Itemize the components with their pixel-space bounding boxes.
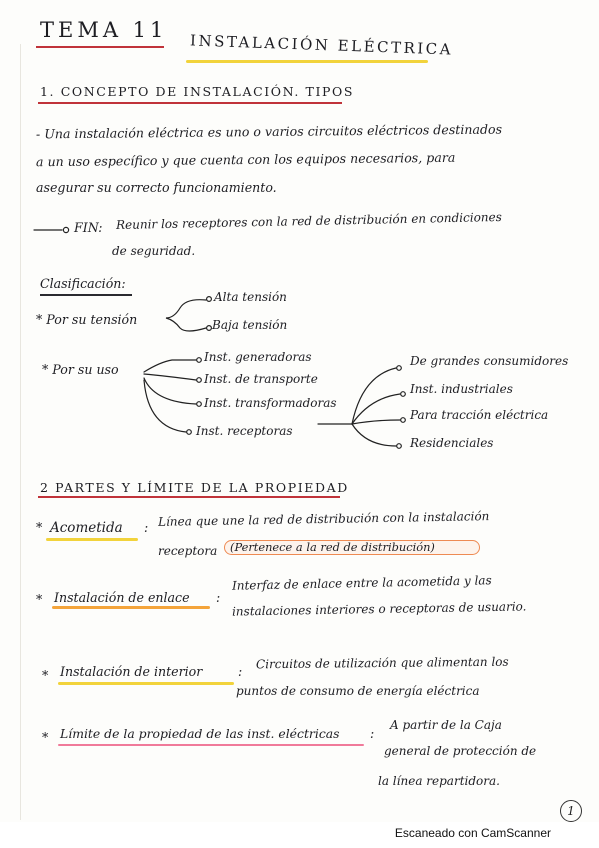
receptoras-residenciales: Residenciales xyxy=(410,436,494,450)
uso-transformadoras: Inst. transformadoras xyxy=(204,396,337,410)
uso-branch-transformadoras xyxy=(144,378,196,404)
interior-line-2: puntos de consumo de energía eléctrica xyxy=(236,684,480,698)
acometida-colon: : xyxy=(144,520,149,535)
page-number: 1 xyxy=(560,800,582,822)
limite-line-3: la línea repartidora. xyxy=(378,774,500,788)
interior-term: Instalación de interior xyxy=(60,664,203,679)
acometida-note: (Pertenece a la red de distribución) xyxy=(230,540,435,554)
subject-title: INSTALACIÓN ELÉCTRICA xyxy=(189,31,454,59)
receptoras-branch-3 xyxy=(352,420,400,424)
enlace-line-1: Interfaz de enlace entre la acometida y las xyxy=(231,573,492,593)
definition-line-1: - Una instalación eléctrica es uno o varios circuitos eléctricos destinados xyxy=(35,121,503,142)
clasificacion-label: Clasificación: xyxy=(40,276,126,291)
enlace-term: Instalación de enlace xyxy=(54,590,190,605)
receptoras-dot-4 xyxy=(397,444,402,449)
tension-alta: Alta tensión xyxy=(214,290,287,304)
tension-dot-alta xyxy=(207,297,212,302)
interior-bullet: * xyxy=(42,668,49,683)
receptoras-dot-3 xyxy=(401,418,406,423)
definition-line-3: asegurar su correcto funcionamiento. xyxy=(36,180,277,195)
uso-branch-transporte xyxy=(144,374,196,380)
receptoras-traccion: Para tracción eléctrica xyxy=(410,408,549,422)
uso-receptoras: Inst. receptoras xyxy=(196,424,293,438)
tema-title: TEMA 11 xyxy=(40,18,168,42)
acometida-line-2: receptora xyxy=(158,544,218,558)
uso-transporte: Inst. de transporte xyxy=(204,372,318,386)
uso-dot-3 xyxy=(197,402,202,407)
uso-generadoras: Inst. generadoras xyxy=(204,350,312,364)
acometida-bullet: * xyxy=(36,520,43,535)
enlace-colon: : xyxy=(216,590,221,605)
receptoras-branch-4 xyxy=(352,424,396,446)
fin-label: FIN: xyxy=(74,220,103,235)
fin-line-2: de seguridad. xyxy=(112,244,196,258)
section1-heading: 1. CONCEPTO DE INSTALACIÓN. TIPOS xyxy=(40,84,355,99)
enlace-line-2: instalaciones interiores o receptoras de usuario. xyxy=(231,599,527,619)
acometida-line-1: Línea que une la red de distribución con la instalación xyxy=(157,509,490,529)
scanner-footer: Escaneado con CamScanner xyxy=(394,826,551,840)
section2-heading: 2 PARTES Y LÍMITE DE LA PROPIEDAD xyxy=(40,480,349,495)
enlace-bullet: * xyxy=(36,592,43,607)
uso-dot-4 xyxy=(187,430,192,435)
limite-line-1: A partir de la Caja xyxy=(390,718,502,732)
por-uso-label: * Por su uso xyxy=(42,362,119,377)
fin-arrow-head xyxy=(63,227,68,232)
receptoras-grandes-consumidores: De grandes consumidores xyxy=(410,354,569,368)
receptoras-industriales: Inst. industriales xyxy=(410,382,513,396)
acometida-term: Acometida xyxy=(50,520,123,536)
limite-term: Límite de la propiedad de las inst. eléctricas xyxy=(60,726,340,741)
interior-colon: : xyxy=(238,664,243,679)
uso-dot-2 xyxy=(197,378,202,383)
receptoras-dot-2 xyxy=(401,392,406,397)
receptoras-dot-1 xyxy=(397,366,402,371)
uso-branch-generadoras xyxy=(144,360,196,372)
limite-bullet: * xyxy=(42,730,49,745)
interior-line-1: Circuitos de utilización que alimentan los xyxy=(255,654,509,672)
por-tension-label: * Por su tensión xyxy=(36,312,138,327)
limite-colon: : xyxy=(370,726,375,741)
limite-line-2: general de protección de xyxy=(384,744,537,758)
uso-dot-1 xyxy=(197,358,202,363)
tension-brace xyxy=(166,300,206,331)
definition-line-2: a un uso específico y que cuenta con los equipos necesarios, para xyxy=(35,149,456,170)
tension-dot-baja xyxy=(207,326,212,331)
fin-line-1: Reunir los receptores con la red de distribución en condiciones xyxy=(115,209,502,233)
tension-baja: Baja tensión xyxy=(212,318,288,332)
